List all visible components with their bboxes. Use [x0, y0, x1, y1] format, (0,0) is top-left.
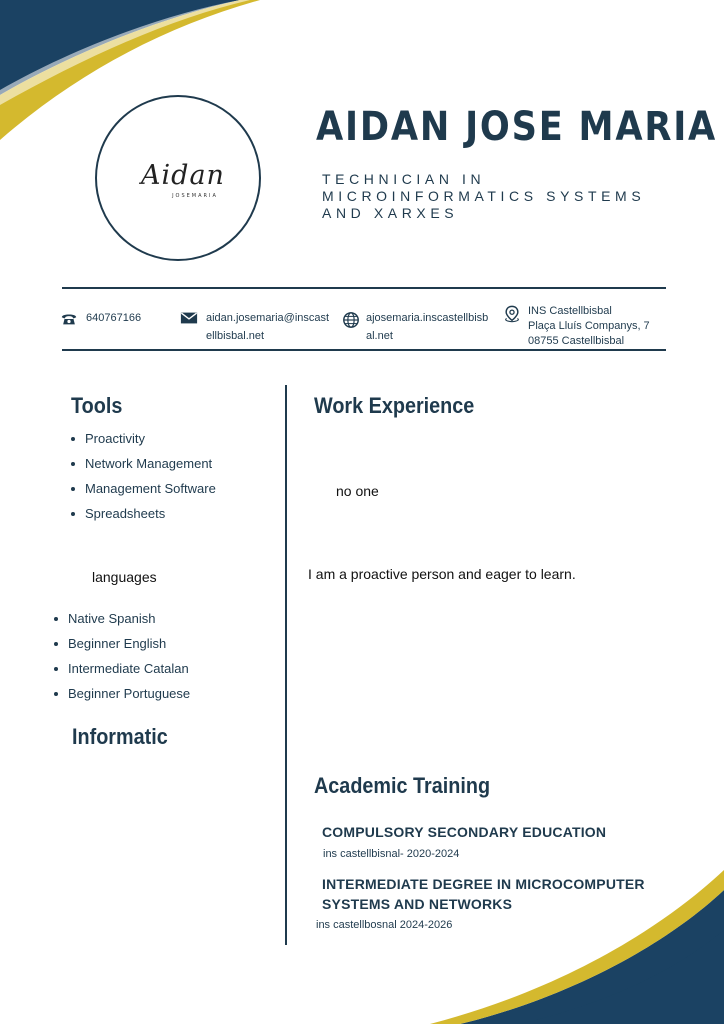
academic-entry [322, 822, 682, 842]
list-item: Native Spanish [52, 610, 190, 635]
informatic-heading: Informatic [72, 724, 168, 749]
job-title-line: AND XARXES [322, 205, 459, 221]
academic-training-heading: Academic Training [314, 773, 491, 798]
list-item: Network Management [69, 455, 216, 480]
website-url[interactable] [366, 309, 488, 345]
address-line: 08755 Castellbisbal [528, 335, 625, 347]
email-line: aidan.josemaria@inscast [206, 312, 330, 324]
list-item: Intermediate Catalan [52, 660, 190, 685]
list-item: Beginner Portuguese [52, 685, 190, 710]
about-text: I am a proactive person and eager to learn. [308, 566, 576, 582]
job-title-line: MICROINFORMATICS SYSTEMS [322, 188, 646, 204]
list-item: Management Software [69, 480, 216, 505]
work-experience-text: no one [336, 483, 379, 499]
column-divider [285, 385, 287, 945]
location-pin-icon [503, 305, 521, 323]
website-line: al.net [366, 330, 393, 342]
logo-subtext: JOSEMARIA [172, 193, 218, 199]
email-line: ellbisbal.net [206, 330, 265, 342]
website-line: ajosemaria.inscastellbisb [366, 312, 489, 324]
academic-subtitle: ins castellbosnal 2024-2026 [316, 919, 453, 931]
email-address[interactable] [206, 309, 329, 345]
candidate-name: AIDAN JOSE MARIA [316, 104, 718, 150]
academic-title: INTERMEDIATE DEGREE IN MICROCOMPUTER [322, 876, 645, 892]
tools-heading: Tools [71, 393, 123, 418]
languages-list [52, 610, 190, 710]
phone-icon [60, 310, 78, 328]
address-line: Plaça Lluís Companys, 7 [528, 320, 650, 332]
academic-title: SYSTEMS AND NETWORKS [322, 896, 513, 912]
academic-subtitle: ins castellbisnal- 2020-2024 [323, 848, 460, 860]
academic-title: COMPULSORY SECONDARY EDUCATION [322, 824, 607, 840]
contact-top-rule [62, 287, 666, 289]
address [528, 304, 650, 349]
academic-entry [322, 874, 702, 914]
job-title-line: TECHNICIAN IN [322, 171, 486, 187]
logo-signature: Aidan [141, 160, 225, 191]
languages-label: languages [92, 569, 157, 585]
list-item: Beginner English [52, 635, 190, 660]
envelope-icon [180, 309, 198, 327]
tools-list [69, 430, 216, 530]
phone-number[interactable]: 640767166 [86, 312, 142, 324]
list-item: Proactivity [69, 430, 216, 455]
work-experience-heading: Work Experience [314, 393, 475, 418]
address-line: INS Castellbisbal [528, 305, 612, 317]
contact-bottom-rule [62, 349, 666, 351]
job-title [322, 171, 702, 222]
list-item: Spreadsheets [69, 505, 216, 530]
globe-icon [342, 311, 360, 329]
